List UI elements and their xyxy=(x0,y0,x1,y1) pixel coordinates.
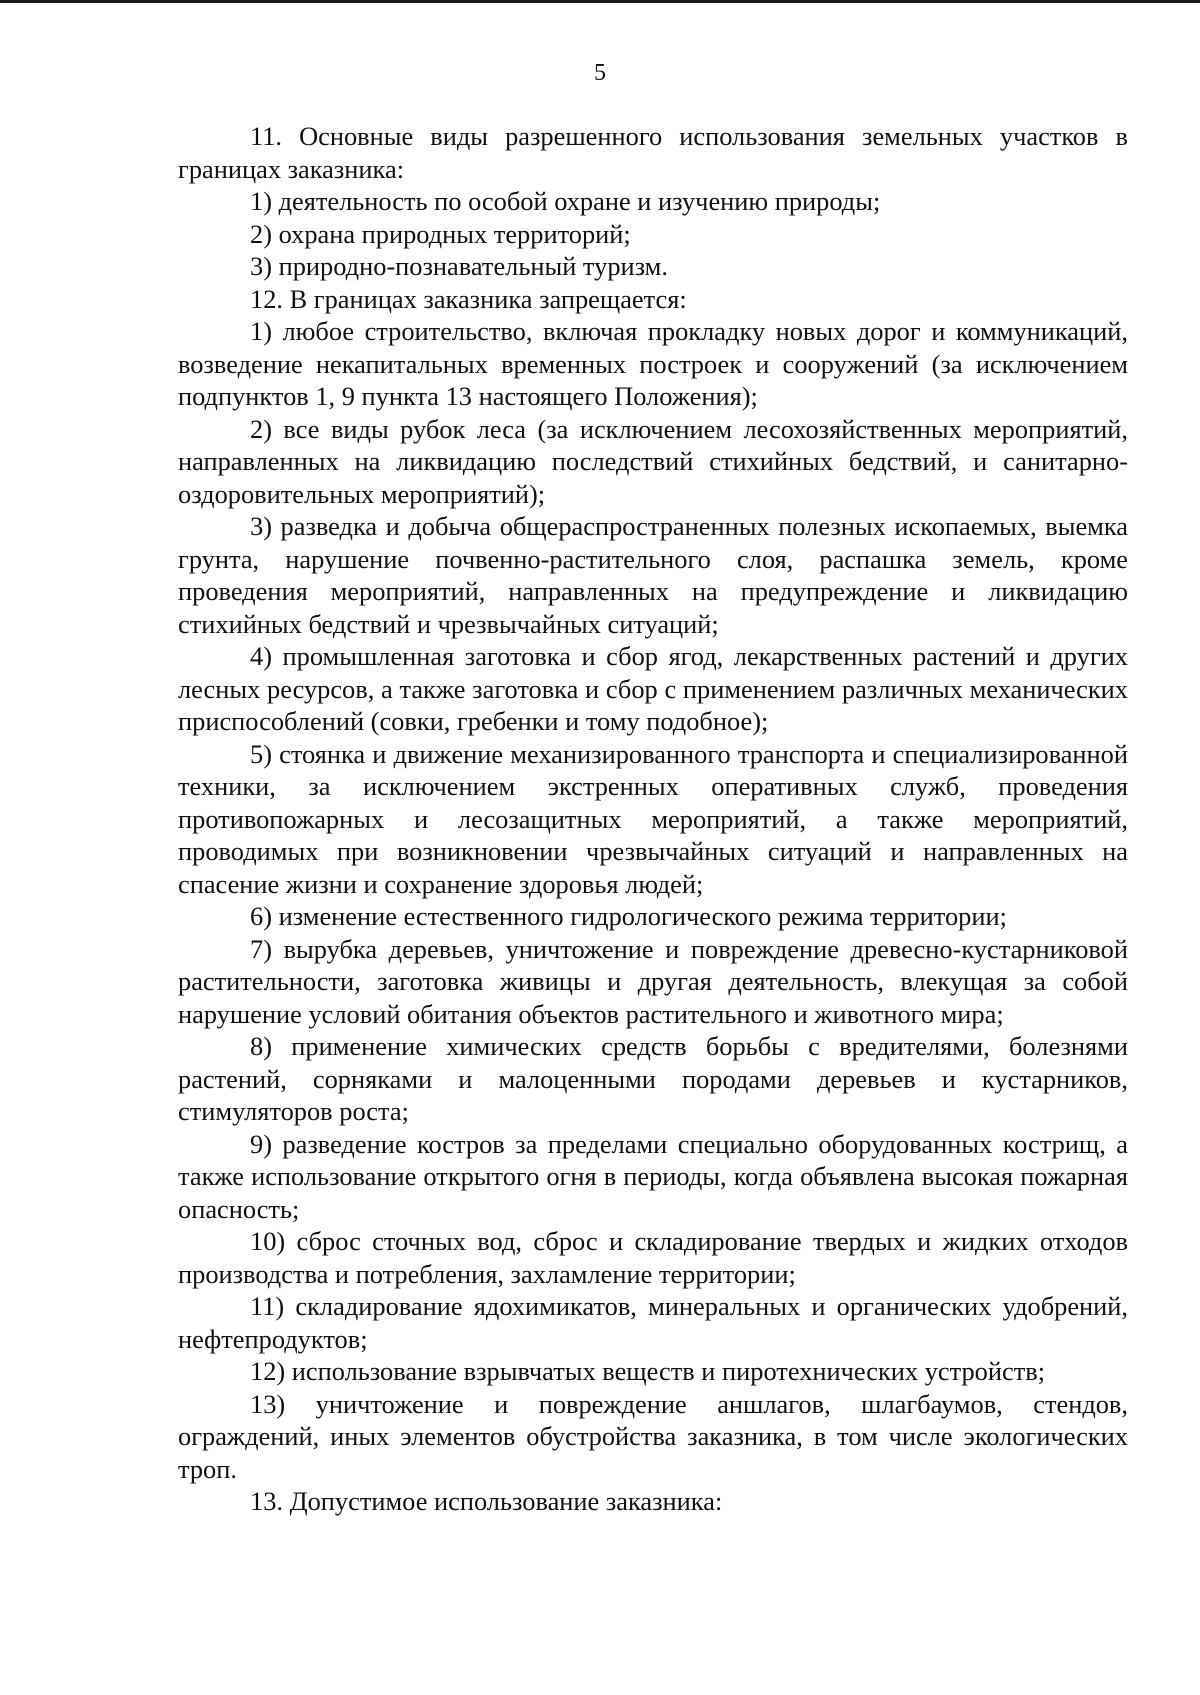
paragraph-11-heading: 11. Основные виды разрешенного использования земельных участков в границах заказника: xyxy=(178,121,1128,184)
paragraph-13-heading: 13. Допустимое использование заказника: xyxy=(250,1486,723,1516)
list-item: 13) уничтожение и повреждение аншлагов, шлагбаумов, стендов, ограждений, иных элементов обустройства заказника, в том числе экологических троп. xyxy=(178,1388,1128,1484)
list-item: 2) все виды рубок леса (за исключением лесохозяйственных мероприятий, направленных на ликвидацию последствий стихийных бедствий, и санитарно-оздоровительных мероприятий); xyxy=(178,413,1128,509)
page-top-edge xyxy=(0,0,1200,3)
list-item: 1) любое строительство, включая прокладку новых дорог и коммуникаций, возведение некапитальных временных построек и сооружений (за исключением подпунктов 1, 9 пункта 13 настоящего Положения); xyxy=(178,316,1128,411)
list-item: 10) сброс сточных вод, сброс и складирование твердых и жидких отходов производства и потребления, захламление территории; xyxy=(178,1226,1128,1289)
paragraph-12-heading: 12. В границах заказника запрещается: xyxy=(250,283,687,314)
list-item: 4) промышленная заготовка и сбор ягод, лекарственных растений и других лесных ресурсов, а также заготовка и сбор с применением различных механических приспособлений (совки, гребенки и тому подобное); xyxy=(178,641,1128,736)
list-item: 5) стоянка и движение механизированного транспорта и специализированной техники, за исключением экстренных оперативных служб, проведения противопожарных и лесозащитных мероприятий, а также мероприятий, проводимых при возникновении чрезвычайных ситуаций и направленных на спасение жизни и сохранение здоровья людей; xyxy=(178,738,1128,899)
list-item: 7) вырубка деревьев, уничтожение и повреждение древесно-кустарниковой растительности, заготовка живицы и другая деятельность, влекущая за собой нарушение условий обитания объектов растительного и животного мира; xyxy=(178,933,1128,1029)
list-item: 3) разведка и добыча общераспространенных полезных ископаемых, выемка грунта, нарушение почвенно-растительного слоя, распашка земель, кроме проведения мероприятий, направленных на предупреждение и ликвидацию стихийных бедствий и чрезвычайных ситуаций; xyxy=(178,511,1128,639)
list-item: 3) природно-познавательный туризм. xyxy=(250,251,668,281)
list-item: 2) охрана природных территорий; xyxy=(250,218,631,249)
list-item: 1) деятельность по особой охране и изучению природы; xyxy=(250,186,881,216)
list-item: 11) складирование ядохимикатов, минеральных и органических удобрений, нефтепродуктов; xyxy=(178,1291,1128,1354)
page-number: 5 xyxy=(594,60,606,86)
list-item: 8) применение химических средств борьбы с вредителями, болезнями растений, сорняками и малоценными породами деревьев и кустарников, стимуляторов роста; xyxy=(178,1031,1128,1126)
list-item: 9) разведение костров за пределами специально оборудованных кострищ, а также использование открытого огня в периоды, когда объявлена высокая пожарная опасность; xyxy=(178,1128,1128,1224)
list-item: 6) изменение естественного гидрологического режима территории; xyxy=(250,901,1007,931)
list-item: 12) использование взрывчатых веществ и пиротехнических устройств; xyxy=(250,1356,1046,1386)
document-body xyxy=(178,120,1128,1518)
